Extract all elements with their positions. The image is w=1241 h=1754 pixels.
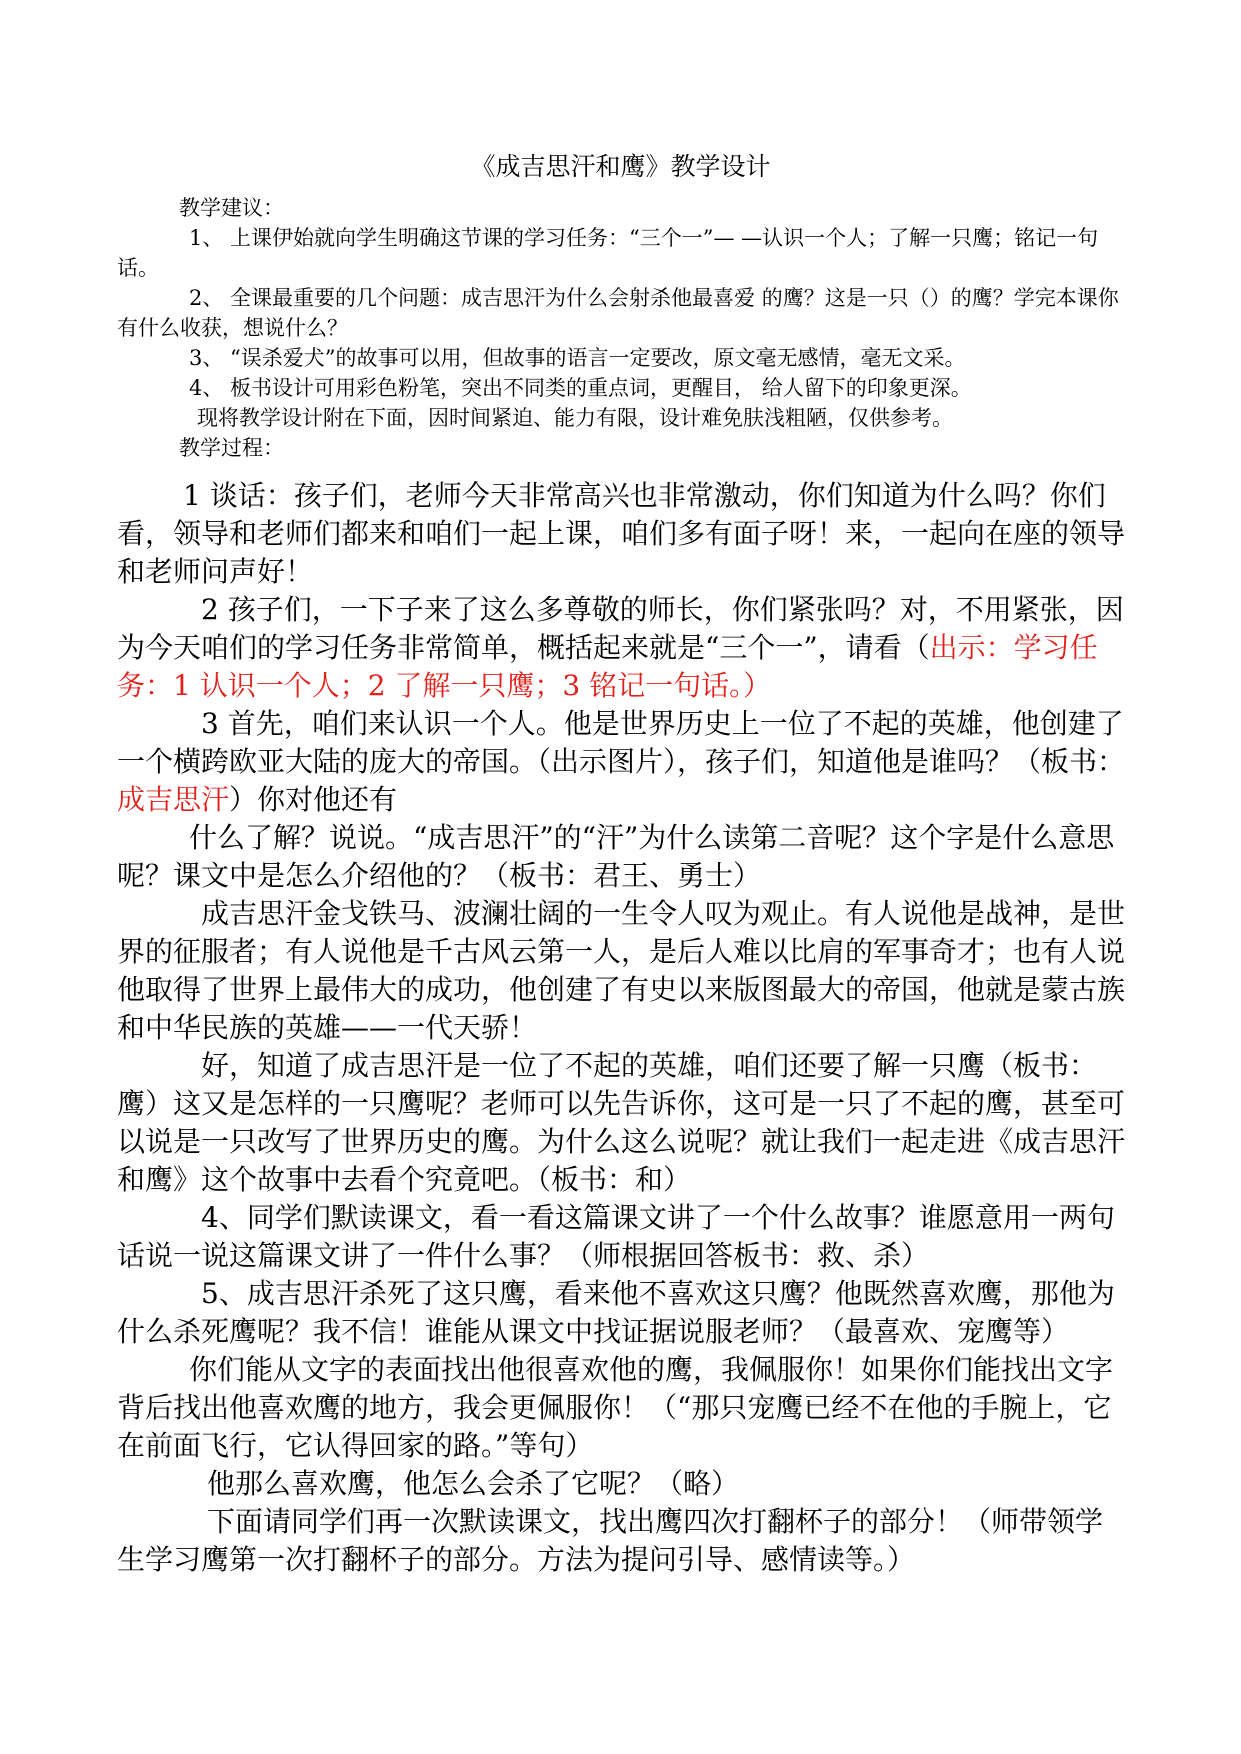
suggestion-heading: 教学建议： xyxy=(179,196,284,220)
board-highlight: 成吉思汗 xyxy=(117,783,230,816)
process-heading: 教学过程： xyxy=(179,436,284,460)
paragraph-11: 下面请同学们再一次默读课文，找出鹰四次打翻杯子的部分！（师带领学生学习鹰第一次打翻杯子的部分。方法为提问引导、感情读等。） xyxy=(117,1505,1104,1576)
paragraph-2 xyxy=(117,591,1129,705)
paragraph-1: 1 谈话：孩子们，老师今天非常高兴也非常激动，你们知道为什么吗？你们看，领导和老师们都来和咱们一起上课，咱们多有面子呀！来，一起向在座的领导和老师问声好！ xyxy=(117,479,1126,588)
paragraph-3-text: 3 首先，咱们来认识一个人。他是世界历史上一位了不起的英雄，他创建了一个横跨欧亚大陆的庞大的帝国。（出示图片），孩子们，知道他是谁吗？（板书： xyxy=(117,707,1126,778)
paragraph-3-tail: ）你对他还有 xyxy=(229,783,398,816)
suggestion-item-3: 3、 “误杀爱犬”的故事可以用，但故事的语言一定要改，原文毫无感情，毫无文采。 xyxy=(189,346,966,370)
suggestion-item-4: 4、 板书设计可用彩色粉笔，突出不同类的重点词，更醒目， 给人留下的印象更深。 xyxy=(189,376,972,400)
paragraph-9: 你们能从文字的表面找出他很喜欢他的鹰，我佩服你！如果你们能找出文字背后找出他喜欢鹰的地方，我会更佩服你！（“那只宠鹰已经不在他的手腕上，它在前面飞行，它认得回家的路。”等句） xyxy=(117,1353,1114,1462)
suggestion-item-1: 1、 上课伊始就向学生明确这节课的学习任务：“三个一”— —认识一个人；了解一只鹰；铭记一句话。 xyxy=(117,226,1099,280)
paragraph-2-text: 2 孩子们，一下子来了这么多尊敬的师长，你们紧张吗？对，不用紧张，因为今天咱们的学习任务非常简单，概括起来就是“三个一”，请看（ xyxy=(117,593,1124,664)
suggestion-note: 现将教学设计附在下面，因时间紧迫、能力有限，设计难免肤浅粗陋，仅供参考。 xyxy=(197,406,953,430)
suggestion-item-2: 2、 全课最重要的几个问题：成吉思汗为什么会射杀他最喜爱 的鹰？这是一只（）的鹰？学完本课你有什么收获，想说什么？ xyxy=(117,286,1119,340)
paragraph-4: 什么了解？说说。“成吉思汗”的“汗”为什么读第二音呢？这个字是什么意思呢？课文中是怎么介绍他的？（板书：君王、勇士） xyxy=(117,821,1115,892)
document-title: 《成吉思汗和鹰》教学设计 xyxy=(470,152,771,181)
paragraph-8: 5、成吉思汗杀死了这只鹰，看来他不喜欢这只鹰？他既然喜欢鹰，那他为什么杀死鹰呢？我不信！谁能从课文中找证据说服老师？（最喜欢、宠鹰等） xyxy=(117,1277,1115,1348)
paragraph-3 xyxy=(117,705,1129,819)
paragraph-10: 他那么喜欢鹰，他怎么会杀了它呢？（略） xyxy=(207,1467,740,1500)
paragraph-7: 4、同学们默读课文，看一看这篇课文讲了一个什么故事？谁愿意用一两句话说一说这篇课文讲了一件什么事？（师根据回答板书：救、杀） xyxy=(117,1201,1115,1272)
task-highlight: 出示：学习任务：1 认识一个人；2 了解一只鹰；3 铭记一句话。） xyxy=(117,631,1098,702)
paragraph-6: 好，知道了成吉思汗是一位了不起的英雄，咱们还要了解一只鹰（板书：鹰）这又是怎样的一只鹰呢？老师可以先告诉你，这可是一只了不起的鹰，甚至可以说是一只改写了世界历史的鹰。为什么这么说呢？就让我们一起走进《成吉思汗和鹰》这个故事中去看个究竟吧。（板书：和） xyxy=(117,1049,1126,1196)
paragraph-5: 成吉思汗金戈铁马、波澜壮阔的一生令人叹为观止。有人说他是战神，是世界的征服者；有人说他是千古风云第一人，是后人难以比肩的军事奇才；也有人说他取得了世界上最伟大的成功，他创建了有史以来版图最大的帝国，他就是蒙古族和中华民族的英雄——一代天骄！ xyxy=(117,897,1126,1044)
